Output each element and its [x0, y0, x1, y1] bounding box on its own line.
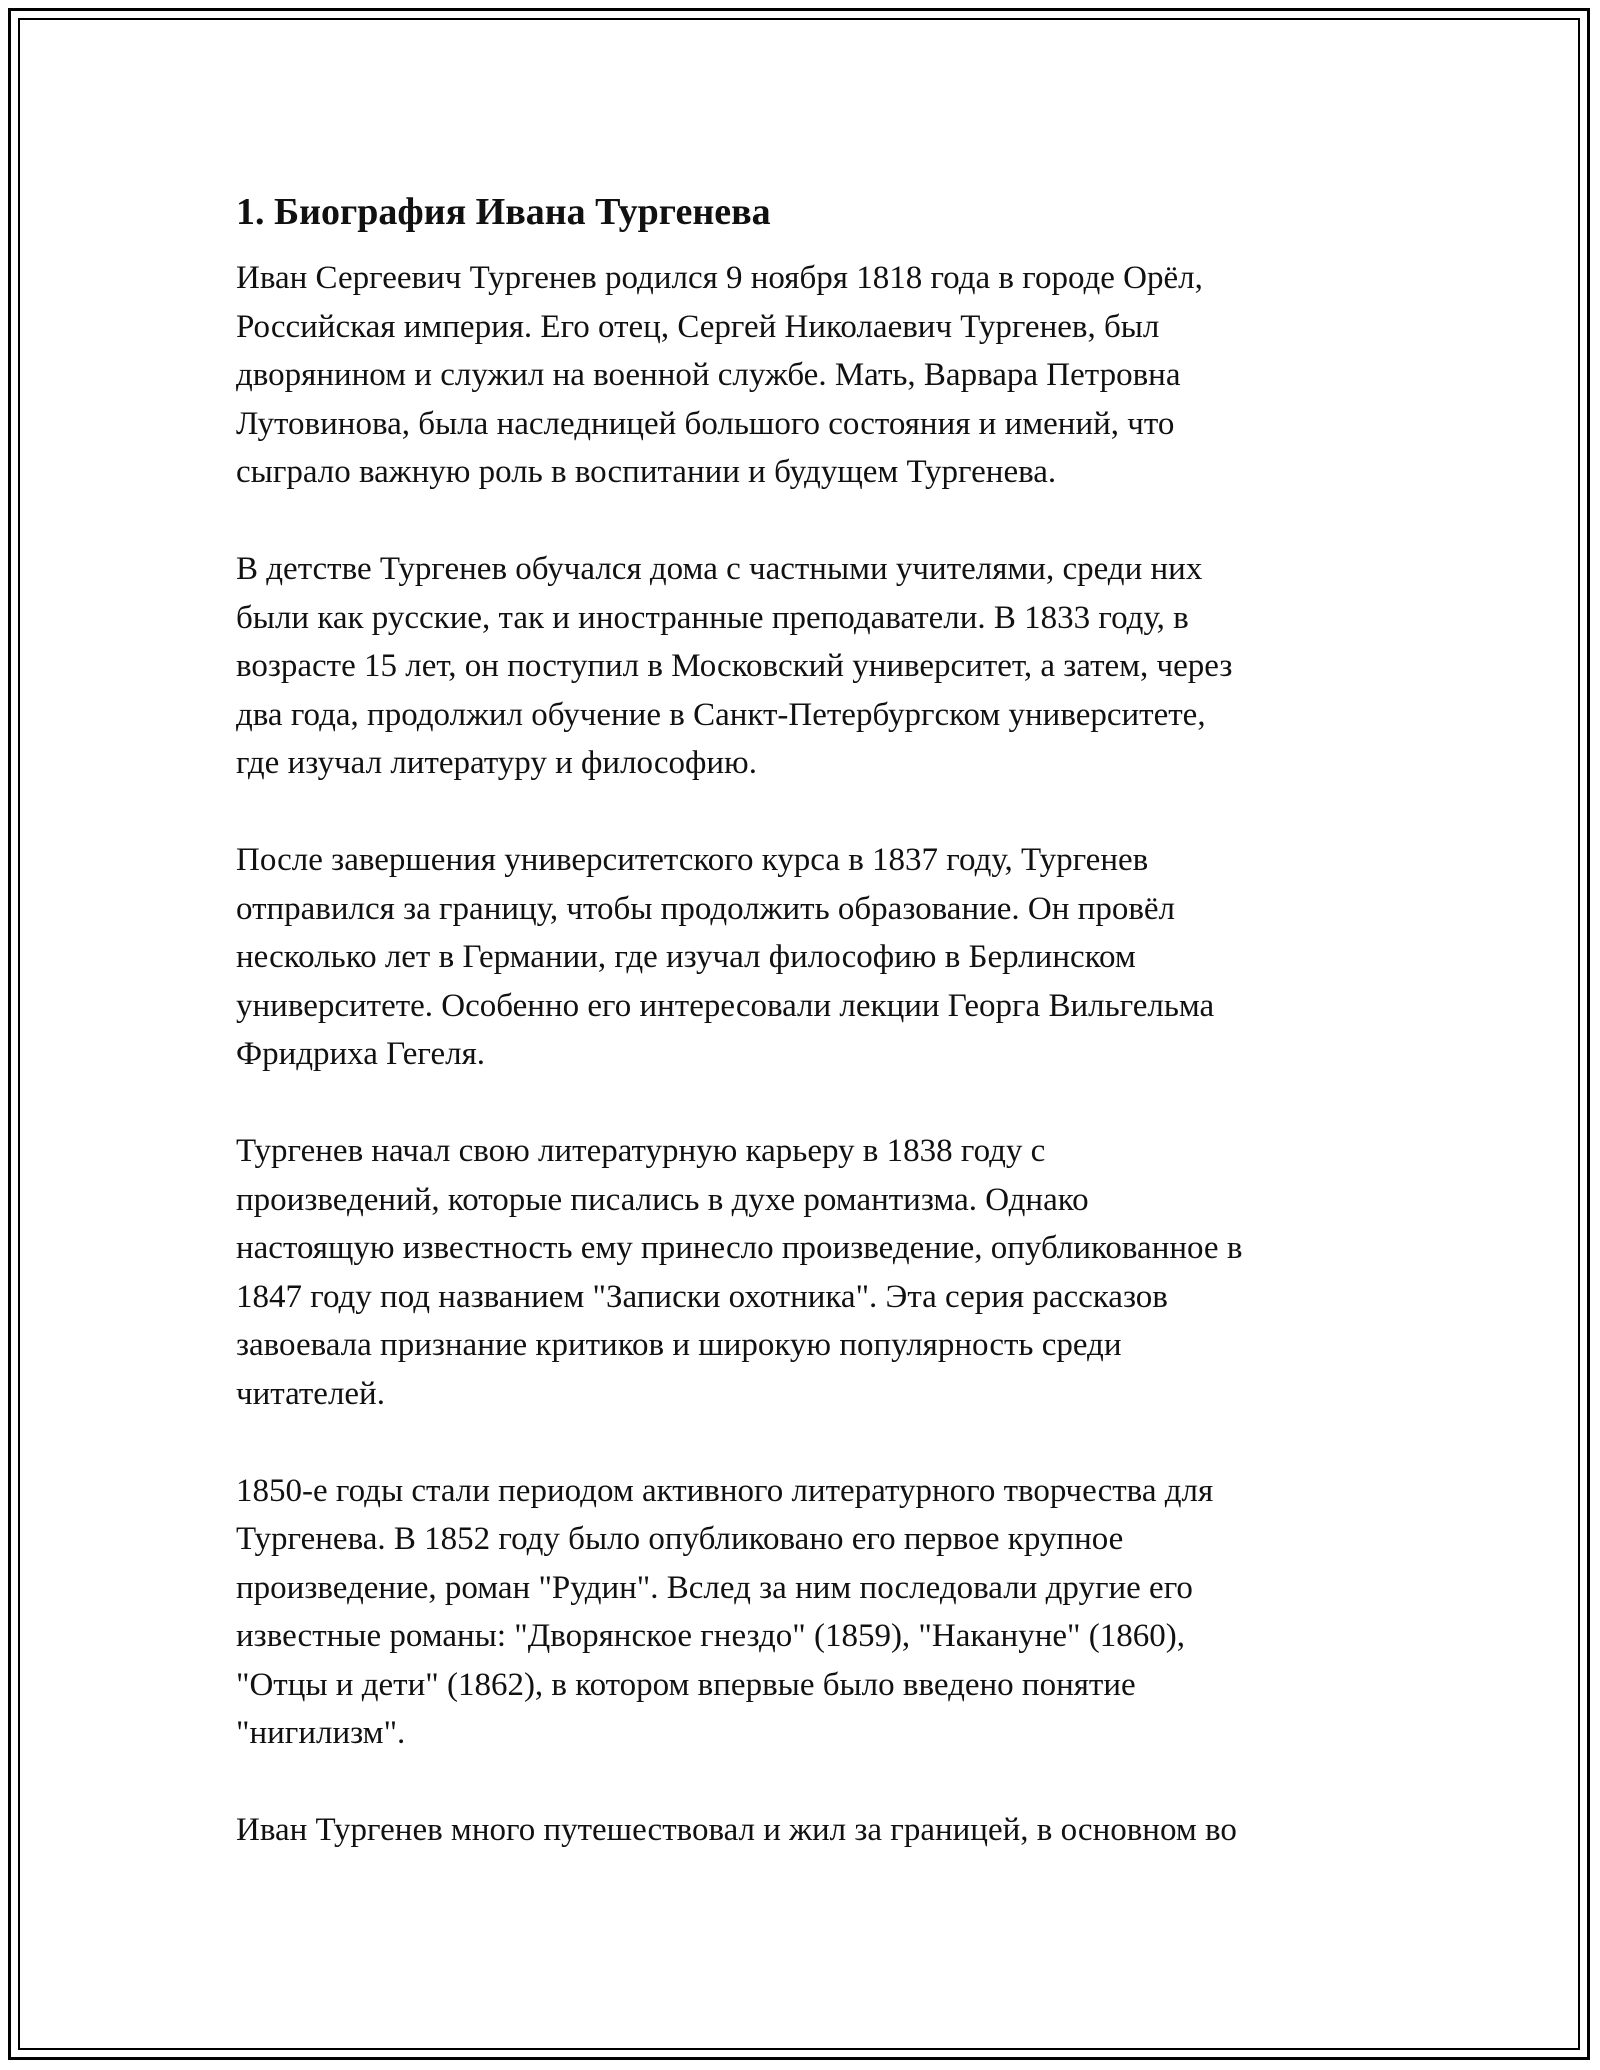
paragraph-4: Тургенев начал свою литературную карьеру в 1838 году с произведений, которые писались в духе романтизма. Однако настоящую известность ему принесло произведение, опубликованное в 1847 году под названием "Записки охотника". Эта серия рассказов завоевала признание критиков и широкую популярность среди читателей.	[236, 1133, 1243, 1412]
paragraph-2: В детстве Тургенев обучался дома с частными учителями, среди них были как русские, так и иностранные преподаватели. В 1833 году, в возрасте 15 лет, он поступил в Московский университет, а затем, через два года, продолжил обучение в Санкт-Петербургском университете, где изучал литературу и философию.	[236, 551, 1233, 781]
paragraph-6: Иван Тургенев много путешествовал и жил за границей, в основном во	[236, 1812, 1237, 1848]
document-body	[236, 186, 1366, 1903]
paragraph-5: 1850-е годы стали периодом активного литературного творчества для Тургенева. В 1852 году было опубликовано его первое крупное произведение, роман "Рудин". Вслед за ним последовали другие его известные романы: "Дворянское гнездо" (1859), "Накануне" (1860), "Отцы и дети" (1862), в котором впервые было введено понятие "нигилизм".	[236, 1472, 1214, 1751]
paragraph-3: После завершения университетского курса в 1837 году, Тургенев отправился за границу, чтобы продолжить образование. Он провёл несколько лет в Германии, где изучал философию в Берлинском университете. Особенно его интересовали лекции Георга Вильгельма Фридриха Гегеля.	[236, 842, 1215, 1072]
page-title: 1. Биография Ивана Тургенева	[236, 191, 771, 233]
paragraph-1: Иван Сергеевич Тургенев родился 9 ноября 1818 года в городе Орёл, Российская империя. Его отец, Сергей Николаевич Тургенев, был дворянином и служил на военной службе. Мать, Варвара Петровна Лутовинова, была наследницей большого состояния и имений, что сыграло важную роль в воспитании и будущем Тургенева.	[236, 260, 1203, 490]
